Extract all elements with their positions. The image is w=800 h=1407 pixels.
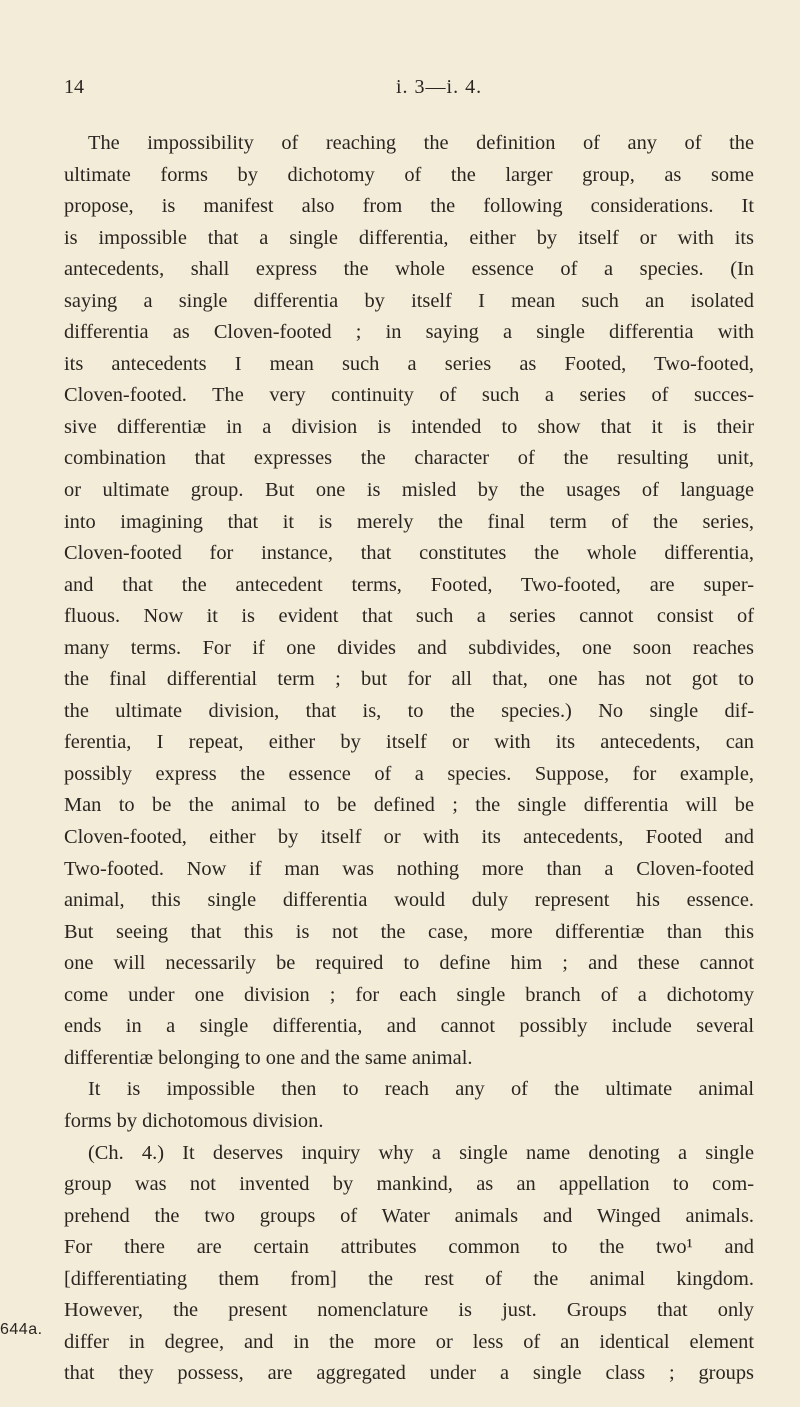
text-line: come under one division ; for each single branch of a dichotomy xyxy=(64,983,754,1006)
text-line: fluous. Now it is evident that such a series cannot consist of xyxy=(64,605,754,628)
text-line: But seeing that this is not the case, more differentiæ than this xyxy=(64,920,754,943)
text-line: the ultimate division, that is, to the species.) No single dif- xyxy=(64,699,754,722)
text-line: differentiæ belonging to one and the same animal. xyxy=(64,1046,473,1069)
text-line: that they possess, are aggregated under a single class ; groups xyxy=(64,1362,754,1385)
text-line: one will necessarily be required to define him ; and these cannot xyxy=(64,952,754,975)
text-line: and that the antecedent terms, Footed, Two-footed, are super- xyxy=(64,573,754,596)
text-line: many terms. For if one divides and subdivides, one soon reaches xyxy=(64,636,754,659)
text-line: Cloven-footed. The very continuity of such a series of succes- xyxy=(64,384,754,407)
running-head: i. 3—i. 4. xyxy=(396,76,483,98)
body-text xyxy=(64,128,754,1390)
text-line: Two-footed. Now if man was nothing more than a Cloven-footed xyxy=(64,857,754,880)
text-line: differentia as Cloven-footed ; in saying a single differentia with xyxy=(64,321,754,344)
text-line: The impossibility of reaching the definition of any of the xyxy=(88,132,754,154)
text-line: is impossible that a single differentia, either by itself or with its xyxy=(64,226,754,249)
text-line: forms by dichotomous division. xyxy=(64,1109,324,1132)
signature-mark: 644a. xyxy=(0,1321,43,1338)
page-number: 14 xyxy=(64,76,84,98)
text-line: or ultimate group. But one is misled by the usages of language xyxy=(64,479,754,502)
text-line: It is impossible then to reach any of the ultimate animal xyxy=(88,1078,754,1101)
text-line: animal, this single differentia would duly represent his essence. xyxy=(64,889,754,912)
text-line: For there are certain attributes common to the two¹ and xyxy=(64,1236,754,1259)
text-line: ferentia, I repeat, either by itself or with its antecedents, can xyxy=(64,731,754,754)
text-line: possibly express the essence of a species. Suppose, for example, xyxy=(64,762,754,785)
text-line: combination that expresses the character of the resulting unit, xyxy=(64,447,754,470)
text-line: propose, is manifest also from the following considerations. It xyxy=(64,195,754,218)
text-line: the final differential term ; but for all that, one has not got to xyxy=(64,668,754,691)
text-line: sive differentiæ in a division is intended to show that it is their xyxy=(64,415,754,438)
text-line: However, the present nomenclature is just. Groups that only xyxy=(64,1299,754,1322)
text-line: prehend the two groups of Water animals and Winged animals. xyxy=(64,1204,754,1227)
text-line: (Ch. 4.) It deserves inquiry why a single name denoting a single xyxy=(88,1141,754,1164)
text-line: into imagining that it is merely the final term of the series, xyxy=(64,510,754,533)
page-header xyxy=(64,76,754,110)
text-line: ends in a single differentia, and cannot possibly include several xyxy=(64,1015,754,1038)
text-line: differ in degree, and in the more or less of an identical element xyxy=(64,1330,754,1353)
text-line: group was not invented by mankind, as an appellation to com- xyxy=(64,1173,754,1196)
text-line: ultimate forms by dichotomy of the larger group, as some xyxy=(64,163,754,186)
text-line: Man to be the animal to be defined ; the single differentia will be xyxy=(64,794,754,817)
text-line: its antecedents I mean such a series as Footed, Two-footed, xyxy=(64,352,754,375)
text-line: Cloven-footed, either by itself or with its antecedents, Footed and xyxy=(64,826,754,849)
text-line: [differentiating them from] the rest of the animal kingdom. xyxy=(64,1267,754,1290)
text-line: saying a single differentia by itself I mean such an isolated xyxy=(64,289,754,312)
text-line: Cloven-footed for instance, that constitutes the whole differentia, xyxy=(64,542,754,565)
text-line: antecedents, shall express the whole essence of a species. (In xyxy=(64,258,754,281)
